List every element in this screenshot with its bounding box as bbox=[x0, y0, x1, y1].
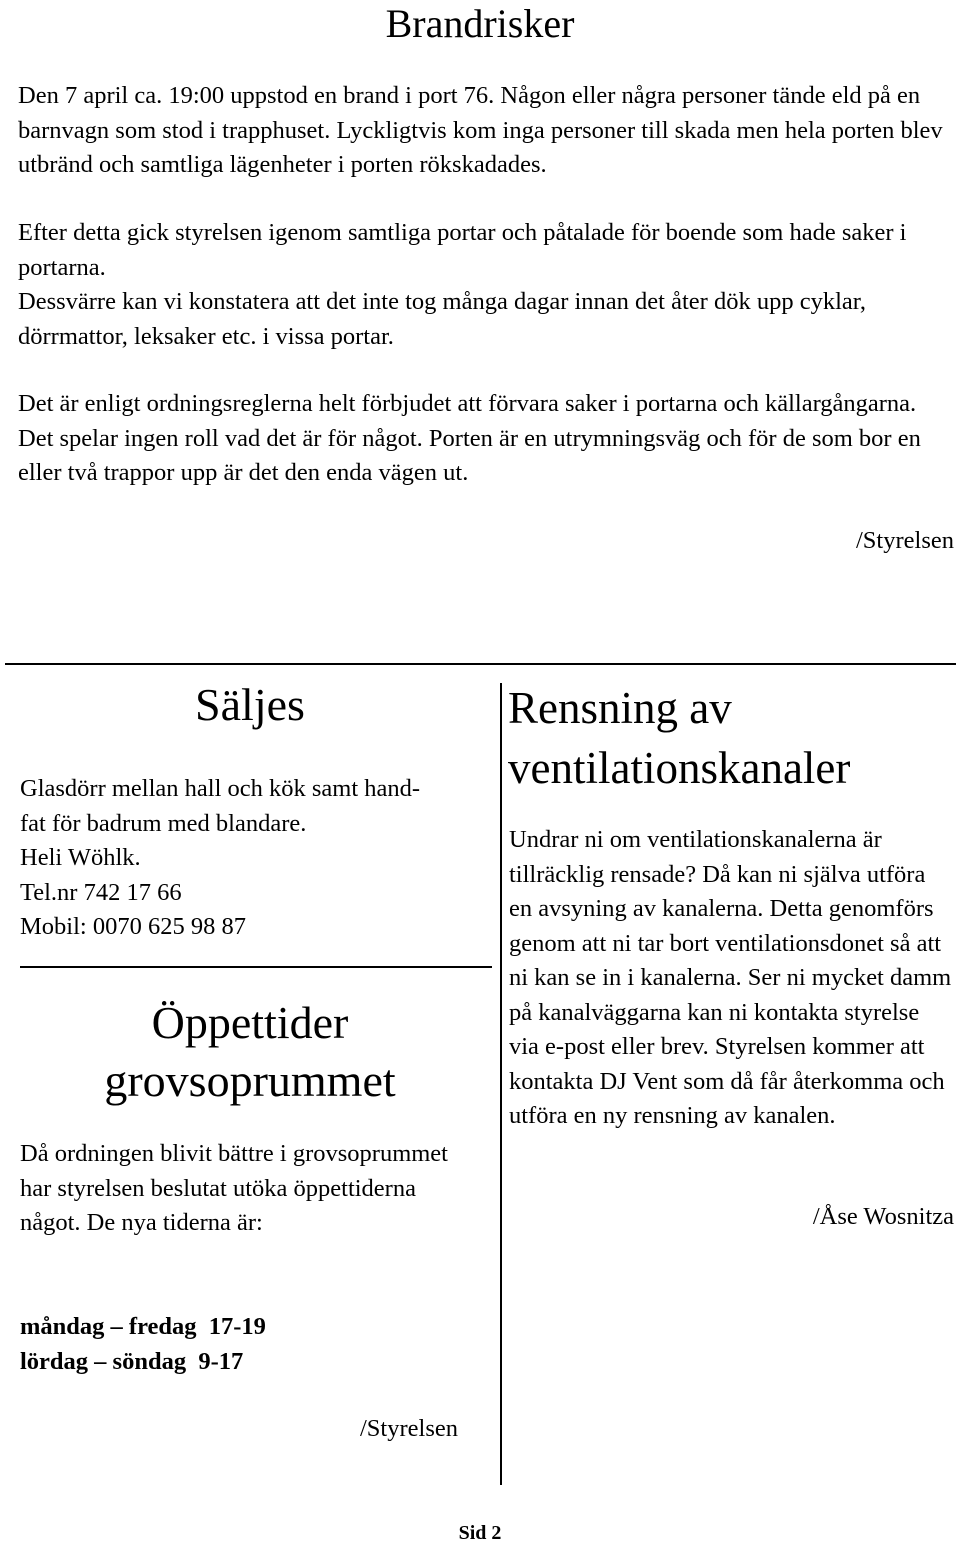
vent-title-line-1: Rensning av bbox=[508, 683, 732, 733]
article-title-brandrisker: Brandrisker bbox=[385, 1, 575, 46]
fire-paragraph-4: Det är enligt ordningsreglerna helt förbjudet att förvara saker i portarna och källargångarna. Det spelar ingen roll vad det är för något. Porten är en utrymningsväg och för de som bor en eller två trappor upp är det den enda vägen ut. bbox=[18, 390, 921, 486]
vent-title bbox=[508, 678, 850, 798]
hours-signature: /Styrelsen bbox=[360, 1415, 458, 1442]
fire-signature: /Styrelsen bbox=[856, 527, 954, 554]
sale-line: Glasdörr mellan hall och kök samt hand- bbox=[20, 775, 421, 802]
schedule-weekdays: måndag – fredag 17-19 bbox=[20, 1313, 266, 1340]
hours-title-line-2: grovsoprummet bbox=[104, 1055, 396, 1106]
fire-paragraph-1: Den 7 april ca. 19:00 uppstod en brand i port 76. Någon eller några personer tände eld på en barnvagn som stod i trapphuset. Lyckligtvis kom inga personer till skada men hela porten blev utbränd och samtliga lägenheter i porten rökskadades. bbox=[18, 82, 943, 178]
schedule-weekend: lördag – söndag 9-17 bbox=[20, 1347, 244, 1375]
sale-title: Säljes bbox=[195, 679, 305, 730]
page-number: Sid 2 bbox=[458, 1522, 502, 1544]
vent-title-line-2: ventilationskanaler bbox=[508, 743, 851, 793]
sale-line: Tel.nr 742 17 66 bbox=[20, 878, 182, 906]
hours-body: Då ordningen blivit bättre i grovsoprummet har styrelsen beslutat utöka öppettiderna något. De nya tiderna är: bbox=[20, 1140, 448, 1236]
sale-line: Mobil: 0070 625 98 87 bbox=[20, 913, 246, 940]
hours-title-line-1: Öppettider bbox=[151, 997, 349, 1048]
fire-paragraph-3: Dessvärre kan vi konstatera att det inte tog många dagar innan det åter dök upp cyklar, dörrmattor, leksaker etc. i vissa portar. bbox=[18, 288, 867, 350]
fire-paragraph-2: Efter detta gick styrelsen igenom samtliga portar och påtalade för boende som hade saker i portarna. bbox=[18, 219, 907, 281]
section-divider bbox=[5, 663, 956, 665]
sale-line: fat för badrum med blandare. bbox=[20, 809, 307, 837]
vent-signature: /Åse Wosnitza bbox=[812, 1203, 954, 1230]
hours-schedule bbox=[20, 1310, 490, 1379]
column-divider bbox=[500, 683, 502, 1485]
hours-title bbox=[0, 994, 500, 1110]
vent-body: Undrar ni om ventilationskanalerna är tillräcklig rensade? Då kan ni själva utföra en avsyning av kanalerna. Detta genomförs genom att ni tar bort ventilationsdonet så att ni kan se in i kanalerna. Ser ni mycket damm på kanalväggarna kan ni kontakta styrelse via e-post eller brev. Styrelsen kommer att kontakta DJ Vent som då får återkomma och utföra en ny rensning av kanalen. bbox=[509, 826, 952, 1129]
sale-details bbox=[20, 772, 490, 945]
left-column-divider bbox=[20, 966, 492, 968]
sale-line: Heli Wöhlk. bbox=[20, 844, 141, 871]
